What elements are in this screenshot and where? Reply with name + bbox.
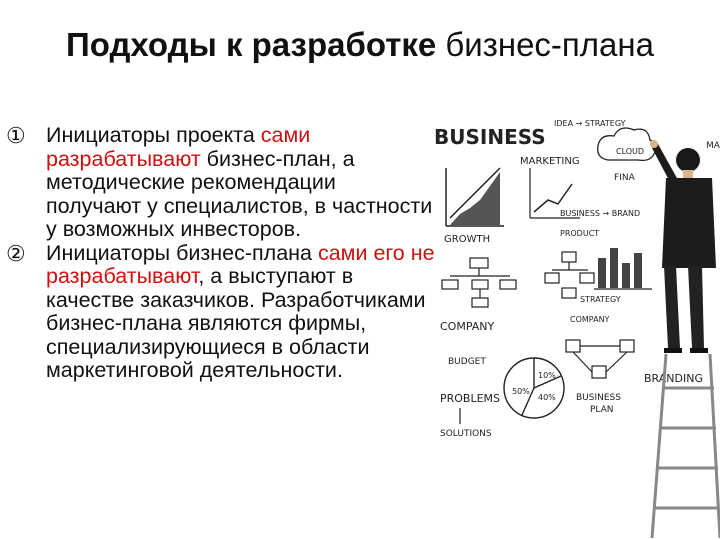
item-2-highlight: сами его не разрабатывают [46, 240, 435, 288]
label-idea-strategy: IDEA → STRATEGY [554, 119, 626, 128]
item-2-text-a: Инициаторы бизнес-плана [46, 240, 318, 265]
label-business-plan-2: PLAN [590, 405, 614, 415]
item-1-highlight: сами разрабатывают [46, 123, 311, 171]
label-business: BUSINESS [434, 125, 546, 149]
title-bold: Подходы к разработке [66, 26, 437, 63]
businessman-figure [650, 140, 716, 353]
item-1-text-b: бизнес-план, а методические рекомендации получают у специалистов, в частности у возможных инвесторов. [46, 146, 433, 241]
label-budget: BUDGET [448, 357, 486, 367]
business-sketch-illustration [430, 108, 720, 540]
label-strategy: STRATEGY [580, 295, 621, 304]
pie-label-c: 40% [538, 393, 556, 402]
flow-boxes-sketch [566, 340, 634, 378]
org-chart-sketch [442, 258, 516, 307]
label-business-brand: BUSINESS → BRAND [560, 209, 641, 218]
label-branding: BRANDING [644, 372, 703, 385]
hierarchy-sketch [545, 252, 594, 298]
label-marketing: MARKETING [520, 156, 580, 167]
circled-number-1: ① [6, 123, 26, 148]
pie-label-a: 10% [538, 371, 556, 380]
list-item-2 [6, 242, 436, 383]
approaches-list [6, 124, 436, 383]
sketch-drawing [430, 108, 720, 540]
list-item-1 [6, 124, 436, 242]
label-growth: GROWTH [444, 234, 491, 245]
slide-title [60, 22, 660, 68]
title-rest: бизнес-плана [436, 26, 654, 63]
label-finance: FINA [614, 173, 635, 183]
item-1-text-a: Инициаторы проекта [46, 123, 261, 147]
growth-chart-sketch [446, 168, 504, 226]
label-problems: PROBLEMS [440, 392, 501, 405]
circled-number-2: ② [6, 240, 26, 266]
bar-chart-sketch [594, 248, 652, 289]
label-company-left: COMPANY [440, 320, 495, 333]
item-2-text-b: , а выступают в качестве заказчиков. Разработчиками бизнес-плана являются фирмы, специализирующиеся в области маркетинговой деятельности. [46, 264, 426, 382]
label-company-mid: COMPANY [570, 315, 610, 324]
label-cloud: CLOUD [616, 147, 645, 156]
label-solutions: SOLUTIONS [440, 429, 492, 439]
label-product: PRODUCT [560, 229, 600, 238]
label-business-plan-1: BUSINESS [576, 393, 621, 403]
label-corner: MA [706, 141, 720, 151]
pie-label-b: 50% [512, 387, 530, 396]
